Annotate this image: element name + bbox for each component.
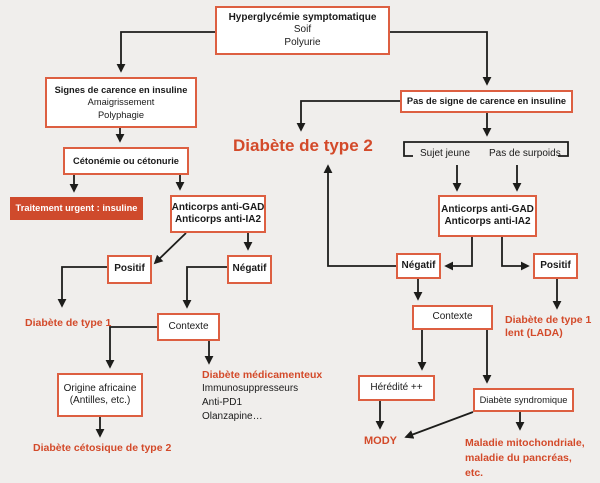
anticorps-right-ia2-label: Anticorps anti-IA2	[444, 216, 531, 227]
node-hyperglycemie-polyurie: Polyurie	[284, 36, 321, 48]
arrow-anticorps-to-negatif-right	[446, 237, 472, 266]
criteria-sujet-jeune: Sujet jeune	[420, 148, 471, 159]
pas-de-signe-title: Pas de signe de carence en insuline	[406, 96, 567, 107]
node-hyperglycemie	[215, 6, 390, 55]
arrow-syndromique-to-mody	[406, 412, 473, 437]
anticorps-ia2-label: Anticorps anti-IA2	[174, 214, 262, 225]
arrow-anticorps-to-positif-right	[502, 237, 528, 266]
node-hyperglycemie-title: Hyperglycémie symptomatique	[228, 11, 377, 23]
medicamenteux-item-antipd1: Anti-PD1	[202, 397, 243, 408]
anticorps-right-gad-label: Anticorps anti-GAD	[441, 203, 534, 215]
node-hyperglycemie-soif: Soif	[293, 24, 312, 36]
node-contexte-left	[157, 313, 220, 341]
node-cetonemie-title: Cétonémie ou cétonurie	[73, 155, 179, 166]
arrow-passigne-to-type2	[301, 101, 402, 130]
node-signes-amaigrissement: Amaigrissement	[87, 97, 155, 108]
outcome-diabete-cetosique: Diabète cétosique de type 2	[33, 442, 172, 454]
node-signes-polyphagie: Polyphagie	[97, 109, 144, 120]
node-anticorps-right	[438, 195, 537, 237]
node-heredite	[358, 375, 435, 401]
node-anticorps-left	[170, 195, 266, 233]
outcome-diabete-type-2: Diabète de type 2	[233, 136, 373, 155]
node-positif-right	[533, 253, 578, 279]
outcome-lada	[505, 314, 591, 340]
arrow-negatif-right-to-type2	[328, 166, 396, 266]
negatif-right-label: Négatif	[401, 259, 436, 271]
lada-line2: lent (LADA)	[505, 327, 563, 339]
outcome-diabete-medicamenteux	[202, 368, 322, 424]
contexte-right-label: Contexte	[432, 311, 473, 323]
node-signes-title: Signes de carence en insuline	[54, 84, 188, 95]
arrow-contexte-to-origine	[110, 327, 157, 367]
outcome-mody: MODY	[364, 435, 397, 447]
node-origine-africaine	[57, 373, 143, 417]
syndromique-label: Diabète syndromique	[479, 394, 568, 405]
anticorps-gad-label: Anticorps anti-GAD	[171, 201, 265, 213]
contexte-left-label: Contexte	[168, 320, 209, 332]
criteria-pas-de-surpoids: Pas de surpoids	[489, 148, 561, 159]
origine-line2: (Antilles, etc.)	[69, 395, 131, 406]
arrow-hyper-to-signes	[121, 32, 215, 71]
heredite-label: Hérédité ++	[370, 381, 423, 393]
node-pas-de-signe	[400, 90, 573, 113]
negatif-left-label: Négatif	[232, 263, 267, 275]
node-traitement-urgent	[10, 197, 143, 220]
medicamenteux-item-olanzapine: Olanzapine…	[202, 411, 263, 422]
origine-line1: Origine africaine	[63, 382, 137, 394]
node-cetonemie	[63, 147, 189, 175]
node-contexte-right	[412, 305, 493, 330]
arrow-negatif-to-contexte-left	[187, 267, 227, 307]
maladie-line1: Maladie mitochondriale,	[465, 437, 585, 449]
arrow-hyper-to-passigne	[390, 32, 487, 84]
node-traitement-title: Traitement urgent : insuline	[15, 203, 138, 214]
outcome-maladie-mitochondriale	[465, 436, 585, 481]
node-negatif-left	[227, 255, 272, 284]
node-diabete-syndromique	[473, 388, 574, 412]
maladie-line2: maladie du pancréas,	[465, 452, 572, 464]
positif-left-label: Positif	[114, 263, 145, 275]
lada-line1: Diabète de type 1	[505, 314, 592, 326]
node-signes-carence	[45, 77, 197, 128]
node-positif-left	[107, 255, 152, 284]
positif-right-label: Positif	[540, 259, 571, 271]
arrow-anticorps-to-positif-left	[155, 233, 186, 263]
node-negatif-right	[396, 253, 441, 279]
outcome-diabete-type-1: Diabète de type 1	[25, 317, 112, 329]
medicamenteux-title: Diabète médicamenteux	[202, 369, 323, 381]
medicamenteux-item-immunosuppresseurs: Immunosuppresseurs	[202, 383, 299, 394]
maladie-line3: etc.	[465, 467, 484, 479]
arrow-positif-to-type1	[62, 267, 107, 306]
